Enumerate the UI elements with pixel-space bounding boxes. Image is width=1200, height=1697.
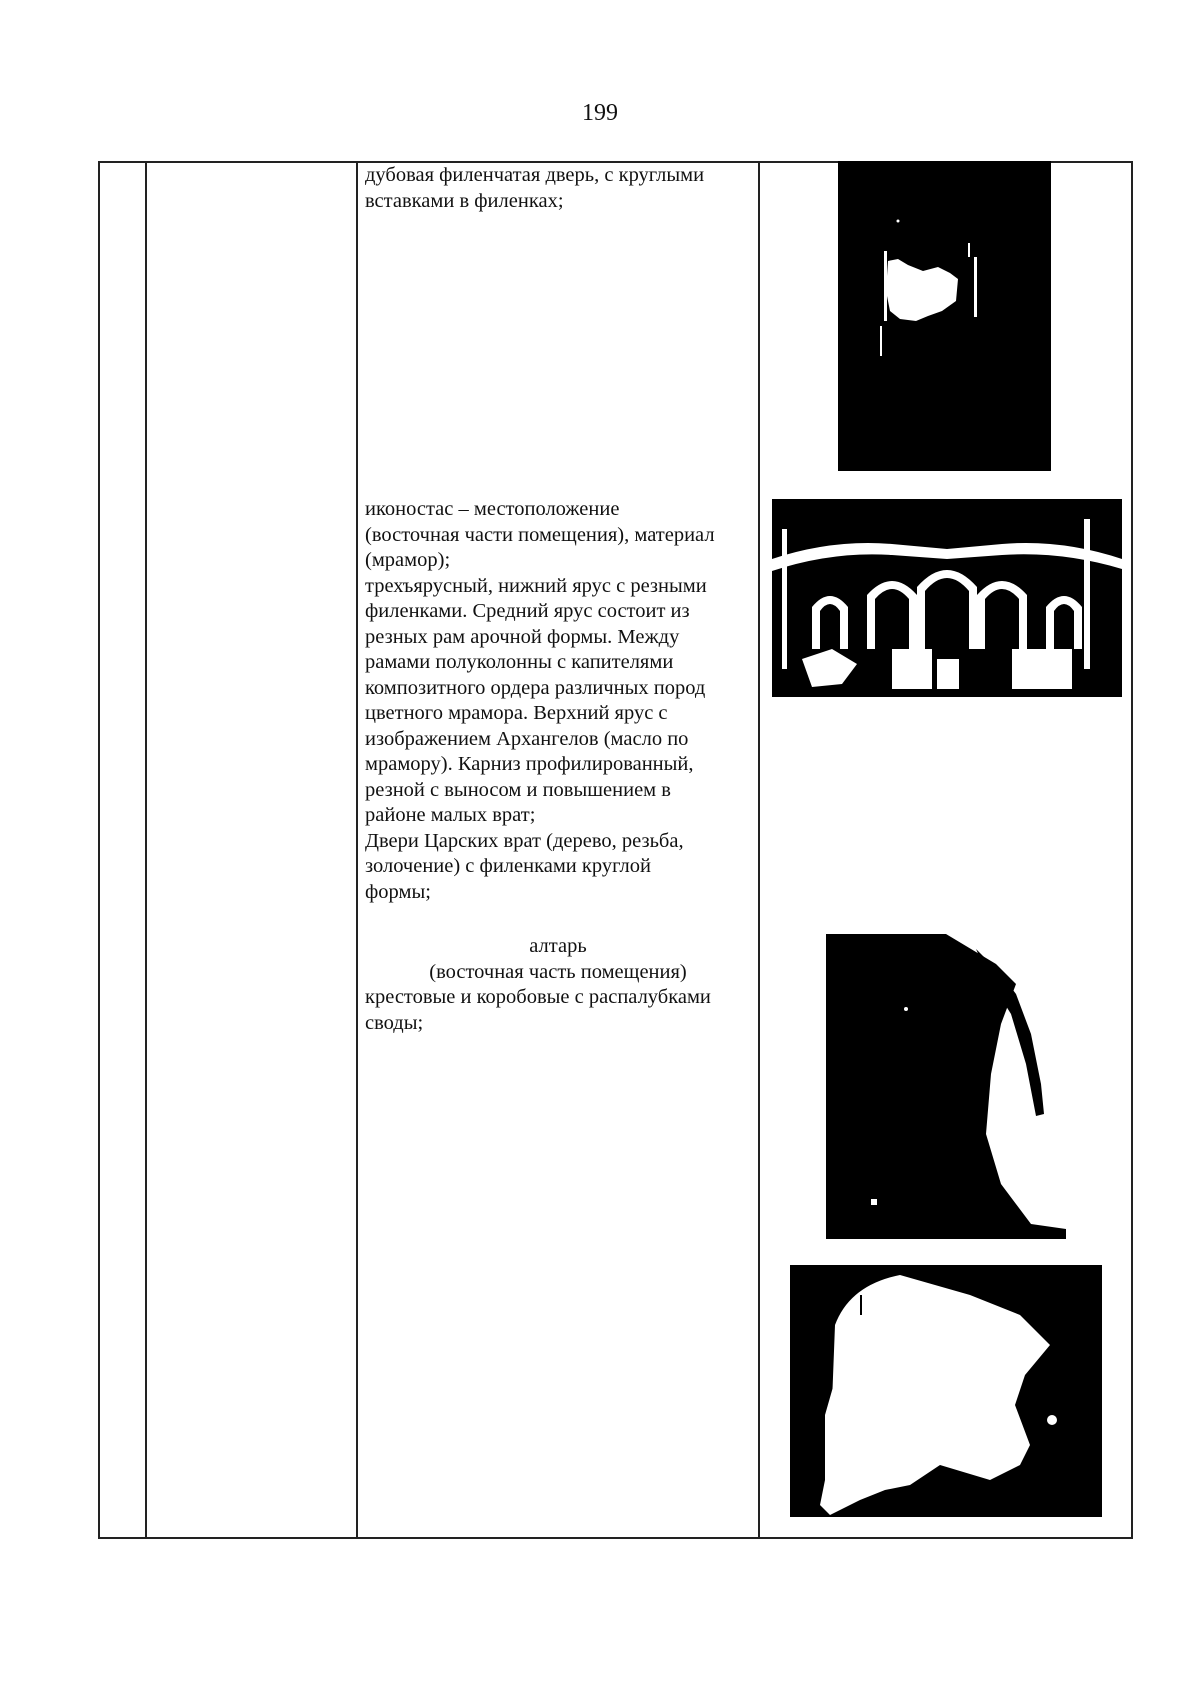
- altar-vault-photo-1: [826, 934, 1066, 1239]
- altar-title: алтарь: [529, 935, 587, 957]
- iconostasis-line: цветного мрамора. Верхний ярус с: [365, 702, 668, 724]
- iconostasis-line: резной с выносом и повышением в: [365, 778, 671, 801]
- iconostasis-line: золочение) с филенками круглой: [365, 855, 651, 877]
- column-divider-2: [356, 163, 358, 1537]
- iconostasis-line: (мрамор);: [365, 549, 451, 571]
- iconostasis-line: трехъярусный, нижний ярус с резными: [365, 574, 707, 597]
- iconostasis-line: иконостас – местоположение: [365, 498, 620, 520]
- door-line: дубовая филенчатая дверь, с круглыми: [365, 164, 705, 186]
- iconostasis-photo: [772, 499, 1122, 697]
- iconostasis-line: композитного ордера различных пород: [365, 676, 706, 699]
- altar-description: [365, 934, 751, 1036]
- iconostasis-line: изображением Архангелов (масло по: [365, 727, 689, 750]
- iconostasis-description: [365, 497, 751, 905]
- door-photo: [838, 161, 1051, 471]
- iconostasis-line: резных рам арочной формы. Между: [365, 625, 680, 648]
- altar-line: своды;: [365, 1011, 424, 1034]
- iconostasis-line: районе малых врат;: [365, 804, 536, 826]
- column-divider-1: [145, 163, 147, 1537]
- iconostasis-line: филенками. Средний ярус состоит из: [365, 600, 690, 622]
- door-description: [365, 163, 751, 214]
- altar-vault-photo-2: [790, 1265, 1102, 1517]
- iconostasis-line: рамами полуколонны с капителями: [365, 651, 674, 673]
- page-number: 199: [582, 100, 618, 126]
- column-divider-3: [758, 163, 760, 1537]
- iconostasis-line: мрамору). Карниз профилированный,: [365, 753, 694, 775]
- iconostasis-line: (восточная части помещения), материал: [365, 523, 715, 546]
- altar-subtitle: (восточная часть помещения): [429, 960, 687, 983]
- altar-line: крестовые и коробовые с распалубками: [365, 986, 711, 1008]
- iconostasis-line: Двери Царских врат (дерево, резьба,: [365, 829, 684, 852]
- door-line: вставками в филенках;: [365, 189, 564, 212]
- iconostasis-line: формы;: [365, 880, 431, 903]
